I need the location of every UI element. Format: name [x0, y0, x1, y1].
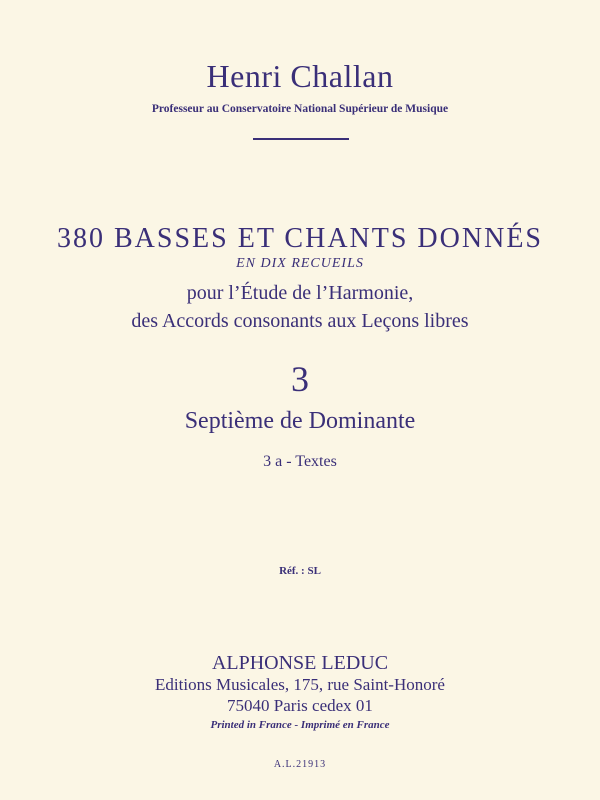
- author-title: Professeur au Conservatoire National Supérieur de Musique: [151, 103, 449, 115]
- volume-number: 3: [291, 359, 309, 399]
- publisher-address-line1: Editions Musicales, 175, rue Saint-Honoré: [155, 675, 445, 694]
- publisher-address-line2: 75040 Paris cedex 01: [227, 696, 373, 715]
- work-description-line2: des Accords consonants aux Leçons libres: [131, 310, 469, 332]
- printed-in-notice: Printed in France - Imprimé en France: [210, 719, 390, 731]
- publisher-name: ALPHONSE LEDUC: [211, 652, 389, 674]
- work-title: 380 BASSES ET CHANTS DONNÉS: [57, 223, 543, 254]
- divider-rule: [253, 138, 349, 140]
- plate-number: A.L.21913: [273, 759, 327, 770]
- work-subtitle: EN DIX RECUEILS: [236, 256, 364, 271]
- work-description-line1: pour l’Étude de l’Harmonie,: [186, 282, 414, 304]
- volume-title: Septième de Dominante: [184, 408, 416, 434]
- author-name: Henri Challan: [206, 58, 394, 94]
- reference-code: Réf. : SL: [279, 565, 321, 577]
- volume-part: 3 a - Textes: [263, 453, 337, 470]
